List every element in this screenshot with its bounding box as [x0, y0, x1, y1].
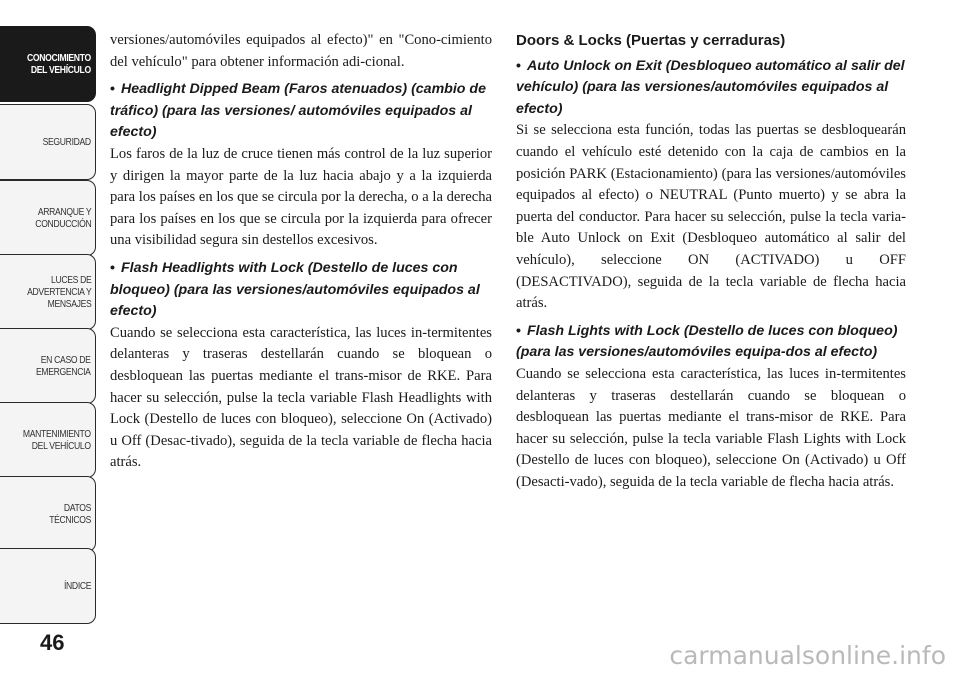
tab-label: LUCES DE ADVERTENCIA Y MENSAJES	[26, 274, 91, 310]
bullet-heading	[516, 56, 906, 121]
tab-en-caso-de-emergencia[interactable]	[0, 328, 96, 404]
doors-locks-heading: Doors & Locks (Puertas y cerraduras)	[516, 32, 786, 49]
flash-headlights-text: Cuando se selecciona esta característica, las luces in-termitentes delanteras y traseras destellarán cuando se bloquean o desbloquean las puertas mediante el trans-misor de RKE. Para hacer su selección, pulse la tecla variable Flash Headlights with Lock (Destello de luces con bloqueo), seleccione On (Activado) u Off (Desac-tivado), seguida de la tecla variable de flecha hacia atrás.	[110, 324, 492, 471]
bullet-heading	[110, 79, 492, 144]
tab-label: ÍNDICE	[63, 580, 91, 592]
left-text-column	[110, 30, 492, 474]
tab-label: EN CASO DE EMERGENCIA	[36, 354, 91, 378]
flash-headlights-heading: Flash Headlights with Lock (Destello de luces con bloqueo) (para las versiones/automóviles equipados al efecto)	[110, 259, 480, 320]
tab-conocimiento-del-vehiculo[interactable]	[0, 26, 96, 102]
auto-unlock-text: Si se selecciona esta función, todas las puertas se desbloquearán cuando el vehículo esté detenido con la caja de cambios en la posición PARK (Estacionamiento) (para las versiones/automóviles equipados al efecto) o NEUTRAL (Punto muerto) y se abra la puerta del conductor. Para hacer su selección, pulse la tecla varia-ble Auto Unlock on Exit (Desbloqueo automático al salir del vehículo), seleccione ON (ACTIVADO) u OFF (DESACTIVADO), seguida de la tecla variable de flecha hacia atrás.	[516, 122, 906, 312]
tab-seguridad[interactable]	[0, 104, 96, 180]
headlight-dipped-beam-heading: Headlight Dipped Beam (Faros atenuados) (cambio de tráfico) (para las versiones/ automóviles equipados al efecto)	[110, 81, 486, 141]
tab-label: CONOCIMIENTO DEL VEHÍCULO	[27, 52, 91, 76]
tab-luces-de-advertencia[interactable]	[0, 254, 96, 330]
bullet-icon: •	[516, 322, 521, 339]
bullet-icon: •	[516, 57, 521, 74]
tab-label: ARRANQUE Y CONDUCCIÓN	[34, 206, 91, 230]
tab-indice[interactable]	[0, 548, 96, 624]
bullet-heading	[516, 321, 906, 364]
intro-paragraph: versiones/automóviles equipados al efecto)" en "Cono-cimiento del vehículo" para obtener información adi-cional.	[110, 32, 492, 70]
headlight-dipped-beam-text: Los faros de la luz de cruce tienen más control de la luz superior y dirigen la mayor parte de la luz hacia abajo y a la izquierda para los países en los que se circula por la derecha, o a la derecha para los países en los que se circula por la izquierda para ofrecer una visibilidad segura sin destellos excesivos.	[110, 145, 492, 249]
tab-datos-tecnicos[interactable]	[0, 476, 96, 552]
bullet-icon: •	[110, 259, 115, 276]
right-text-column	[516, 30, 906, 493]
flash-lights-text: Cuando se selecciona esta característica, las luces in-termitentes delanteras y traseras destellarán cuando se bloquean o desbloquean las puertas mediante el trans-misor de RKE. Para hacer su selección, pulse la tecla variable Flash Lights with Lock (Destello de luces con bloqueo), seleccione On (Activado) u Off (Desacti-vado), seguida de la tecla variable de flecha hacia atrás.	[516, 365, 906, 490]
tab-mantenimiento-del-vehiculo[interactable]	[0, 402, 96, 478]
tab-label: DATOS TÉCNICOS	[49, 502, 91, 526]
watermark: carmanualsonline.info	[669, 641, 946, 670]
page-number: 46	[40, 630, 65, 655]
bullet-heading	[110, 258, 492, 323]
tab-label: MANTENIMIENTO DEL VEHÍCULO	[23, 428, 91, 452]
section-tabs-sidebar	[0, 0, 98, 678]
tab-arranque-y-conduccion[interactable]	[0, 180, 96, 256]
auto-unlock-heading: Auto Unlock on Exit (Desbloqueo automático al salir del vehículo) (para las versiones/automóviles equipados al efecto)	[516, 57, 905, 117]
flash-lights-heading: Flash Lights with Lock (Destello de luces con bloqueo) (para las versiones/automóviles equipa-dos al efecto)	[516, 322, 898, 361]
bullet-icon: •	[110, 81, 115, 98]
tab-label: SEGURIDAD	[42, 136, 91, 148]
